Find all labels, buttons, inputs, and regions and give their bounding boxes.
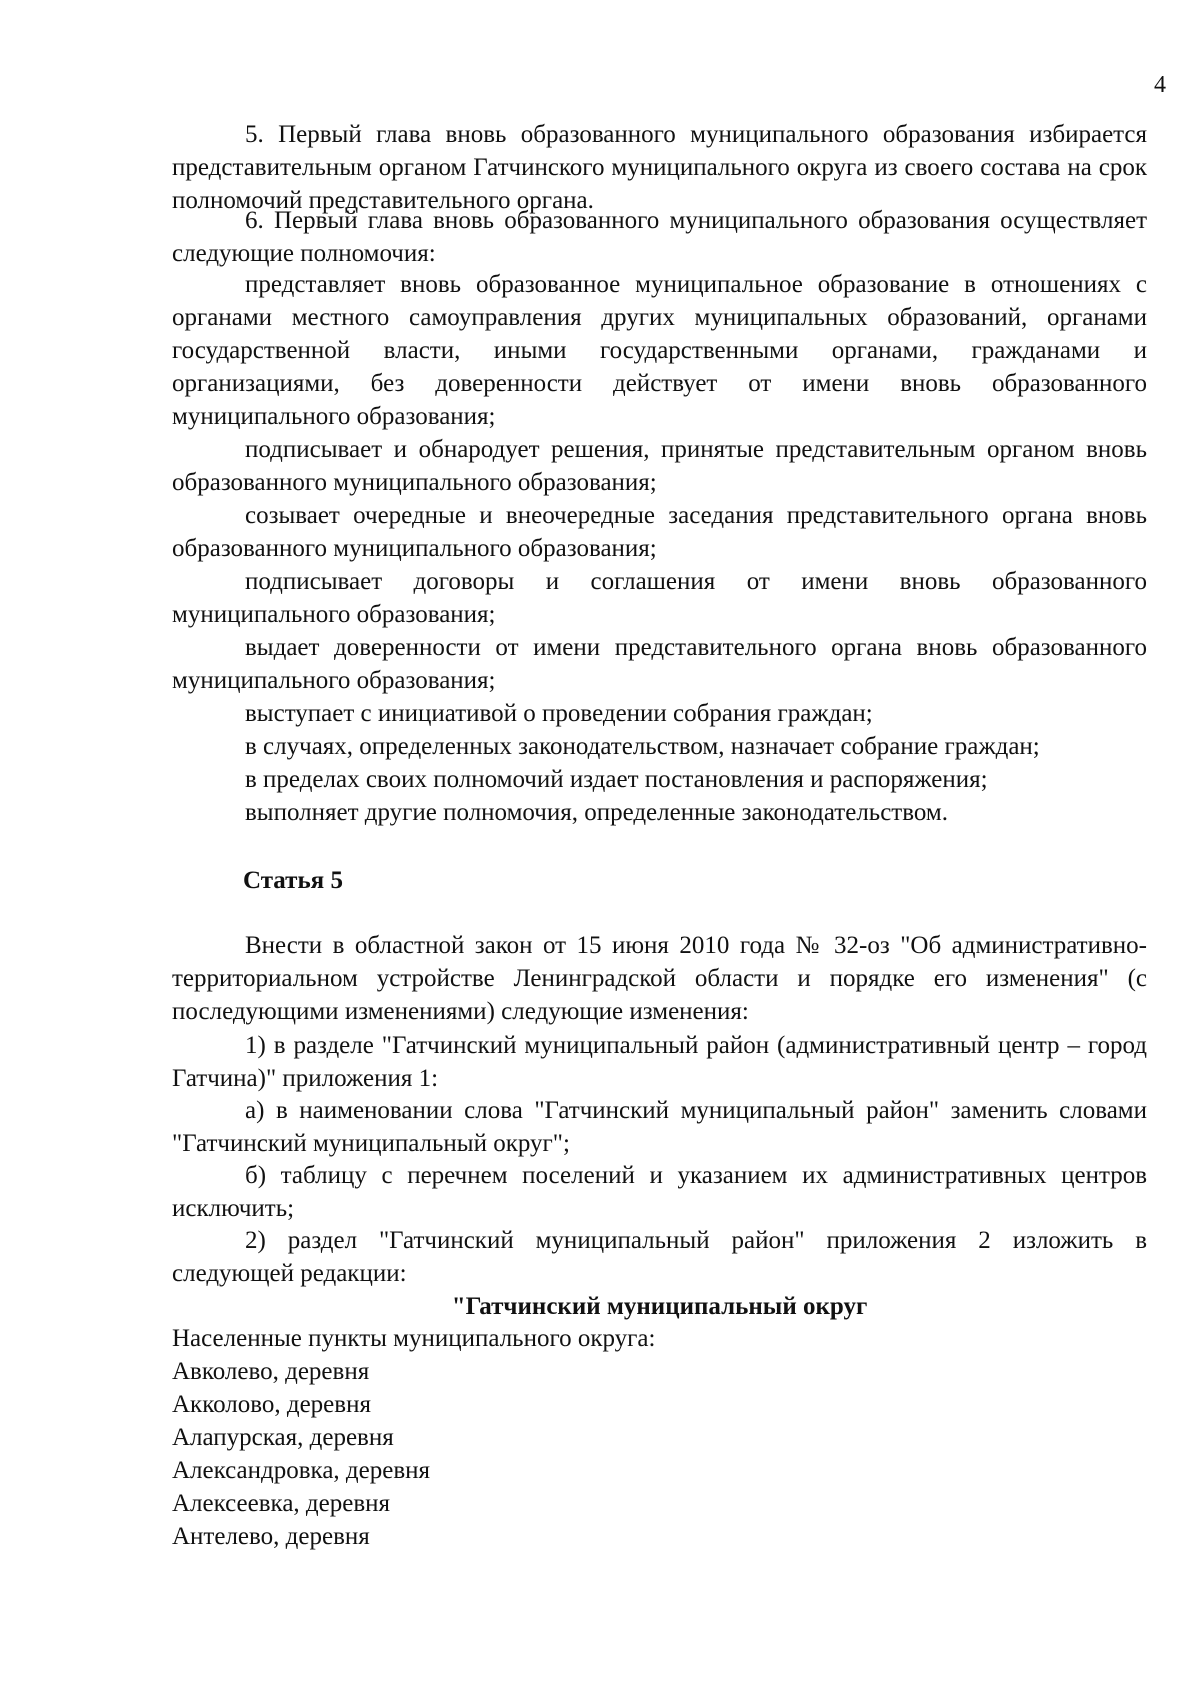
article-5-item-1b: б) таблицу с перечнем поселений и указанием их административных центров исключить; bbox=[172, 1162, 1147, 1222]
list-item: выполняет другие полномочия, определенные законодательством. bbox=[245, 799, 948, 826]
article-5-intro: Внести в областной закон от 15 июня 2010 года № 32-оз "Об административно-территориальном устройстве Ленинградской области и порядке его изменения" (с последующими изменениями) следующие изменения: bbox=[172, 932, 1147, 1025]
list-item: Акколово, деревня bbox=[172, 1391, 371, 1418]
paragraph-6: 6. Первый глава вновь образованного муниципального образования осуществляет следующие полномочия: bbox=[172, 207, 1147, 267]
section-title: "Гатчинский муниципальный округ bbox=[451, 1293, 868, 1320]
list-item: Александровка, деревня bbox=[172, 1457, 431, 1484]
list-item: Алапурская, деревня bbox=[172, 1424, 394, 1451]
list-item: выдает доверенности от имени представительного органа вновь образованного муниципального образования; bbox=[172, 634, 1147, 694]
article-5-item-1: 1) в разделе "Гатчинский муниципальный район (административный центр – город Гатчина)" приложения 1: bbox=[172, 1032, 1147, 1092]
list-item: подписывает договоры и соглашения от имени вновь образованного муниципального образования; bbox=[172, 568, 1147, 628]
article-heading: Статья 5 bbox=[243, 867, 343, 894]
list-item: в случаях, определенных законодательством, назначает собрание граждан; bbox=[245, 733, 1040, 760]
list-item: созывает очередные и внеочередные заседания представительного органа вновь образованного муниципального образования; bbox=[172, 502, 1147, 562]
list-item: выступает с инициативой о проведении собрания граждан; bbox=[245, 700, 873, 727]
list-item: Алексеевка, деревня bbox=[172, 1490, 391, 1517]
settlements-list bbox=[172, 1322, 655, 1553]
settlements-heading: Населенные пункты муниципального округа: bbox=[172, 1325, 656, 1352]
list-item: Антелево, деревня bbox=[172, 1523, 370, 1550]
page-number: 4 bbox=[1154, 72, 1166, 98]
list-item: в пределах своих полномочий издает постановления и распоряжения; bbox=[245, 766, 988, 793]
list-item: Авколево, деревня bbox=[172, 1358, 370, 1385]
article-5-item-2: 2) раздел "Гатчинский муниципальный район" приложения 2 изложить в следующей редакции: bbox=[172, 1227, 1147, 1287]
powers-list bbox=[172, 268, 1147, 829]
article-5-item-1a: а) в наименовании слова "Гатчинский муниципальный район" заменить словами "Гатчинский муниципальный округ"; bbox=[172, 1097, 1147, 1157]
paragraph-5: 5. Первый глава вновь образованного муниципального образования избирается представительным органом Гатчинского муниципального округа из своего состава на срок полномочий представительного органа. bbox=[172, 121, 1147, 214]
list-item: подписывает и обнародует решения, принятые представительным органом вновь образованного муниципального образования; bbox=[172, 436, 1147, 496]
list-item: представляет вновь образованное муниципальное образование в отношениях с органами местного самоуправления других муниципальных образований, органами государственной власти, иными государственными органами, гражданами и организациями, без доверенности действует от имени вновь образованного муниципального образования; bbox=[172, 271, 1147, 430]
